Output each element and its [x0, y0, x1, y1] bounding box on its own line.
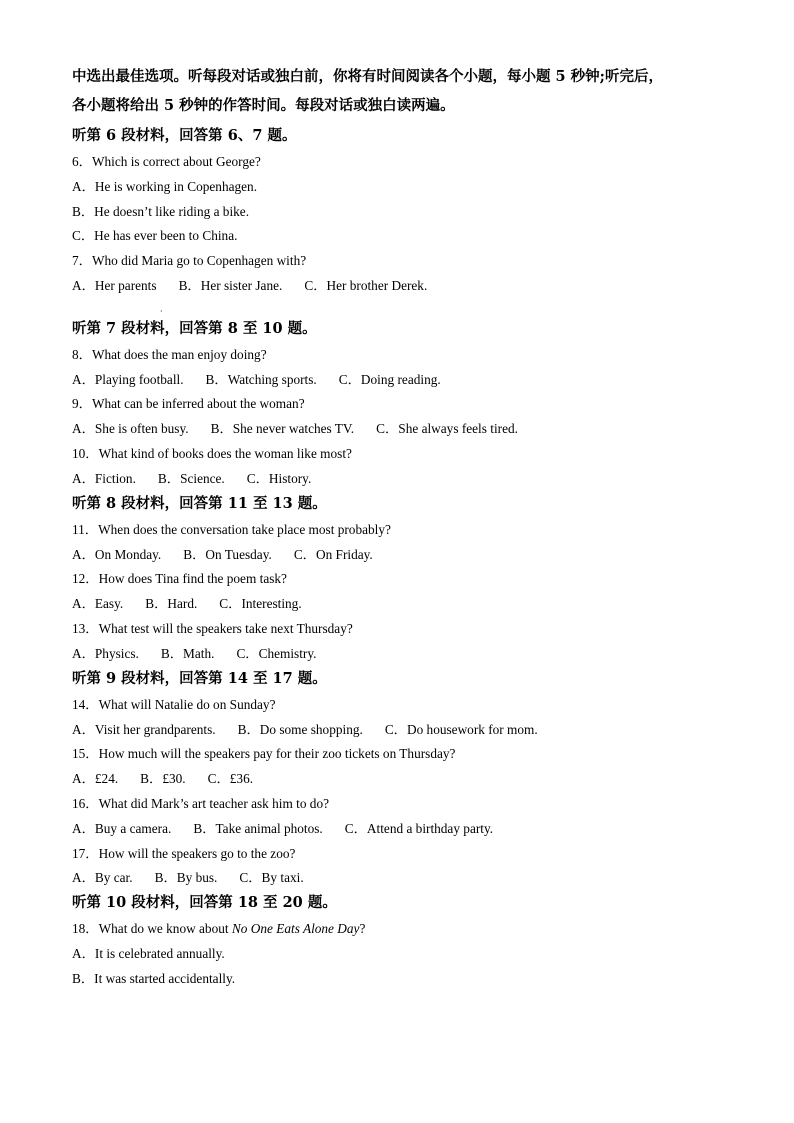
question-text: [72, 919, 732, 938]
answer-option: C．Interesting.: [219, 596, 302, 612]
section-heading: 听第 7 段材料，回答第 8 至 10 题。: [72, 319, 317, 337]
section-heading: 听第 8 段材料，回答第 11 至 13 题。: [72, 494, 327, 512]
answer-option: A．Playing football.: [72, 371, 184, 387]
answer-options-row: [72, 594, 732, 613]
answer-option: A．On Monday.: [72, 546, 162, 562]
section-heading: 听第 9 段材料，回答第 14 至 17 题。: [72, 669, 327, 687]
instructions-line-2: 各小题将给出 5 秒钟的作答时间。每段对话或独白读两遍。: [72, 97, 455, 114]
answer-options-row: [72, 276, 732, 295]
answer-option: C．Attend a birthday party.: [344, 820, 494, 836]
instructions-line-1: 中选出最佳选项。听每段对话或独白前，你将有时间阅读各个小题，每小题 5 秒钟;听完后，: [72, 68, 664, 85]
question-text: 16．What did Mark’s art teacher ask him to do?: [72, 795, 329, 811]
answer-options-row: [72, 419, 732, 438]
answer-option: A．By car.: [72, 870, 133, 886]
answer-option: B．She never watches TV.: [210, 421, 355, 437]
question-text: 10．What kind of books does the woman like most?: [72, 445, 352, 461]
question-text: 11．When does the conversation take place most probably?: [72, 521, 391, 537]
answer-option: A．Easy.: [72, 596, 124, 612]
answer-option: A．Buy a camera.: [72, 820, 172, 836]
answer-options-row: [72, 769, 732, 788]
listening-section: [72, 893, 732, 988]
question-text: 9．What can be inferred about the woman?: [72, 396, 305, 412]
answer-option: A．It is celebrated annually.: [72, 946, 225, 962]
answer-option: B．Hard.: [145, 596, 198, 612]
answer-options-row: [72, 545, 732, 564]
question-text: 17．How will the speakers go to the zoo?: [72, 845, 296, 861]
answer-options-row: [72, 370, 732, 389]
answer-options-row: [72, 469, 732, 488]
listening-section: [72, 126, 732, 313]
question-text-part: ?: [359, 921, 366, 937]
answer-options-row: [72, 644, 732, 663]
answer-option: A．£24.: [72, 771, 119, 787]
answer-option: B．£30.: [140, 771, 186, 787]
answer-option: A．Fiction.: [72, 470, 136, 486]
answer-option: B．He doesn’t like riding a bike.: [72, 203, 250, 219]
answer-option: B．Take animal photos.: [193, 820, 323, 836]
answer-option: B．Watching sports.: [205, 371, 317, 387]
question-text: 15．How much will the speakers pay for their zoo tickets on Thursday?: [72, 746, 456, 762]
answer-option: C．Doing reading.: [338, 371, 441, 387]
answer-option: C．He has ever been to China.: [72, 228, 238, 244]
answer-option: A．She is often busy.: [72, 421, 189, 437]
listening-section: [72, 319, 732, 488]
answer-option: C．On Friday.: [293, 546, 373, 562]
answer-option: C．£36.: [207, 771, 254, 787]
answer-option: C．By taxi.: [239, 870, 304, 886]
spacer: [72, 301, 732, 313]
answer-option: B．On Tuesday.: [183, 546, 272, 562]
answer-option: B．Science.: [157, 470, 225, 486]
document-page: [72, 62, 732, 994]
answer-options-row: [72, 868, 732, 887]
question-text: 8．What does the man enjoy doing?: [72, 346, 267, 362]
stray-mark: ·: [160, 307, 163, 316]
answer-option: C．She always feels tired.: [376, 421, 518, 437]
answer-option: C．History.: [246, 470, 312, 486]
answer-option: B．Math.: [160, 645, 215, 661]
answer-option: C．Her brother Derek.: [304, 277, 428, 293]
answer-option: B．Her sister Jane.: [178, 277, 283, 293]
listening-section: [72, 669, 732, 888]
answer-options-row: [72, 819, 732, 838]
answer-option: A．Physics.: [72, 645, 139, 661]
answer-option: A．Visit her grandparents.: [72, 721, 216, 737]
answer-options-row: [72, 720, 732, 739]
answer-option: B．Do some shopping.: [237, 721, 363, 737]
question-title-italic: No One Eats Alone Day: [231, 921, 360, 937]
question-text-part: 18．What do we know about: [72, 921, 232, 937]
question-text: 12．How does Tina find the poem task?: [72, 571, 287, 587]
question-sections: [72, 126, 732, 988]
question-text: 13．What test will the speakers take next Thursday?: [72, 620, 353, 636]
answer-option: A．Her parents: [72, 277, 157, 293]
question-text: 6．Which is correct about George?: [72, 154, 261, 169]
listening-section: [72, 494, 732, 663]
answer-option: C．Chemistry.: [236, 645, 317, 661]
section-heading: 听第 6 段材料，回答第 6、7 题。: [72, 127, 297, 144]
answer-option: B．It was started accidentally.: [72, 970, 236, 986]
question-text: 14．What will Natalie do on Sunday?: [72, 696, 276, 712]
question-text: 7．Who did Maria go to Copenhagen with?: [72, 253, 307, 269]
section-heading: 听第 10 段材料，回答第 18 至 20 题。: [72, 894, 337, 912]
answer-option: A．He is working in Copenhagen.: [72, 178, 258, 194]
answer-option: B．By bus.: [154, 870, 218, 886]
answer-option: C．Do housework for mom.: [384, 721, 538, 737]
